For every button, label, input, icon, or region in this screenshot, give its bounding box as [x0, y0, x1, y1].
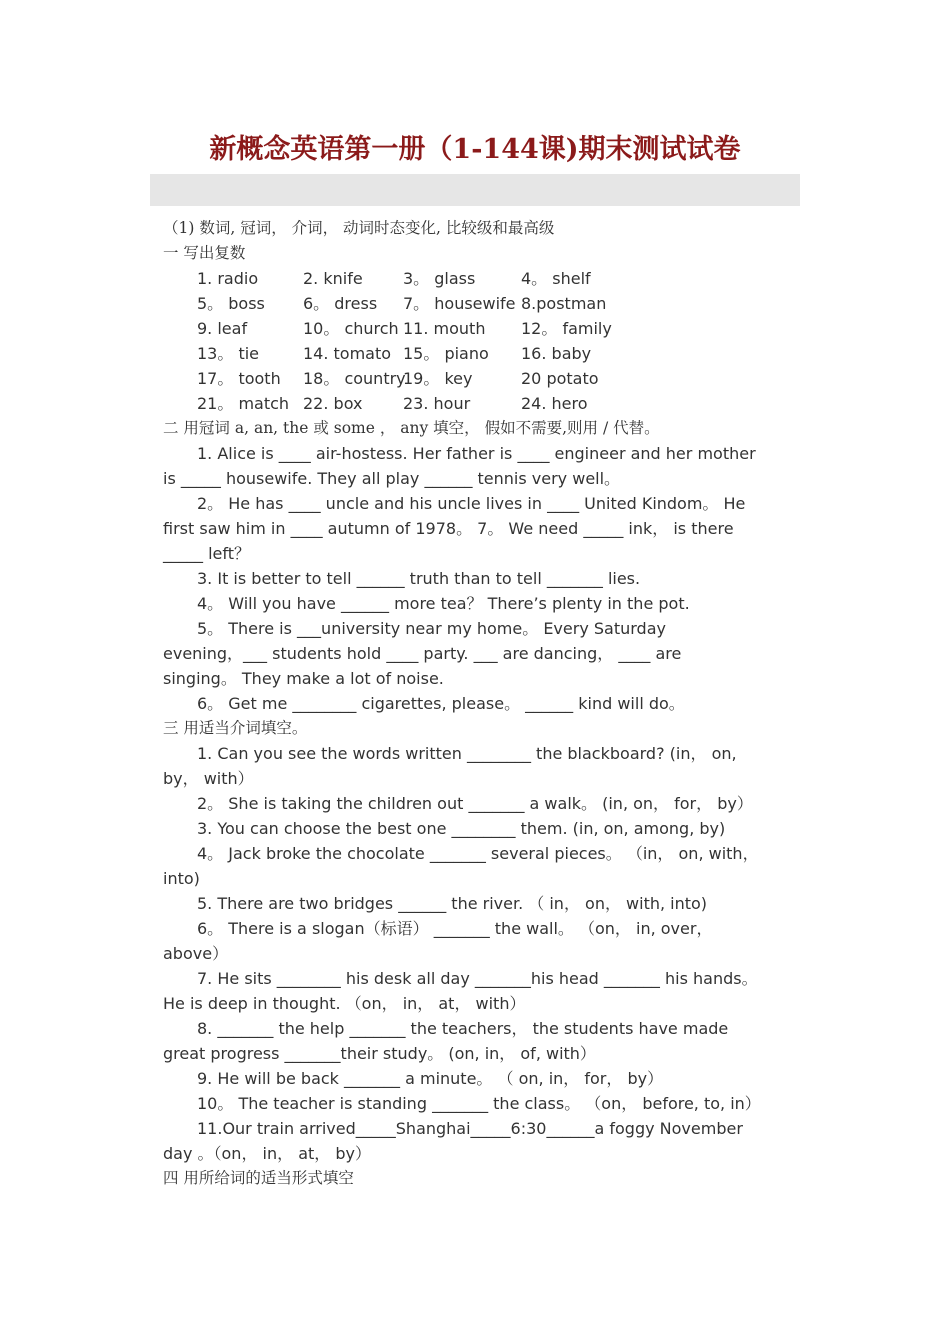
question-line: 5。 There is ___university near my home。 Every Saturday: [197, 619, 666, 638]
plural-row: [163, 266, 787, 291]
question-line: 4。 Will you have ______ more tea？ There’s plenty in the pot.: [197, 594, 690, 613]
question-line: by， with）: [163, 769, 254, 788]
question-line: 10。 The teacher is standing _______ the class。 （on， before, to, in）: [197, 1094, 761, 1113]
question-line: 7. He sits ________ his desk all day _______his head _______ his hands。: [197, 969, 758, 988]
question-line: above）: [163, 944, 229, 963]
plural-item: 6。 dress: [303, 294, 378, 313]
question-line: 4。 Jack broke the chocolate _______ several pieces。 （in， on, with，: [197, 844, 759, 863]
question-line: into): [163, 869, 200, 888]
plural-item: 15。 piano: [403, 344, 489, 363]
section-4-heading: 四 用所给词的适当形式填空: [163, 1169, 354, 1187]
question-line: 6。 Get me ________ cigarettes, please。 ______ kind will do。: [197, 694, 685, 713]
section-1-heading: 一 写出复数: [163, 244, 246, 262]
question-line: 8. _______ the help _______ the teachers， the students have made: [197, 1019, 729, 1038]
question-line: 11.Our train arrived_____Shanghai_____6:30______a foggy November: [197, 1119, 743, 1138]
question-line: 3. You can choose the best one ________ them. (in, on, among, by): [197, 819, 726, 838]
question-line: _____ left？: [163, 544, 251, 563]
plural-item: 3。 glass: [403, 269, 476, 288]
plural-item: 22. box: [303, 394, 363, 413]
plural-item: 11. mouth: [403, 319, 486, 338]
question-line: day 。（on， in， at， by）: [163, 1144, 371, 1163]
question-line: 1. Can you see the words written ________ the blackboard? (in， on,: [197, 744, 737, 763]
plural-row: [163, 291, 787, 316]
page-title: 新概念英语第一册（1-144课)期末测试试卷: [209, 134, 741, 165]
question-line: great progress _______their study。 (on, in， of, with）: [163, 1044, 596, 1063]
plural-item: 10。 church: [303, 319, 399, 338]
question-line: 6。 There is a slogan（标语） _______ the wall。 （on， in, over，: [197, 919, 713, 938]
preposition-questions: [163, 741, 787, 1166]
plural-row: [163, 366, 787, 391]
question-line: 9. He will be back _______ a minute。 （ on, in， for， by）: [197, 1069, 664, 1088]
plural-item: 14. tomato: [303, 344, 392, 363]
plural-item: 20 potato: [521, 369, 599, 388]
question-line: He is deep in thought. （on， in， at， with）: [163, 994, 526, 1013]
question-line: singing。 They make a lot of noise.: [163, 669, 444, 688]
plural-item: 24. hero: [521, 394, 588, 413]
section-3-heading: 三 用适当介词填空。: [163, 719, 308, 737]
plural-item: 4。 shelf: [521, 269, 591, 288]
plural-item: 19。 key: [403, 369, 473, 388]
question-line: 3. It is better to tell ______ truth than to tell _______ lies.: [197, 569, 641, 588]
plural-item: 8.postman: [521, 294, 607, 313]
question-line: is _____ housewife. They all play ______ tennis very well。: [163, 469, 621, 488]
question-line: 2。 He has ____ uncle and his uncle lives in ____ United Kindom。 He: [197, 494, 746, 513]
plural-item: 13。 tie: [197, 344, 260, 363]
question-line: 1. Alice is ____ air-hostess. Her father is ____ engineer and her mother: [197, 444, 756, 463]
plural-item: 23. hour: [403, 394, 471, 413]
plural-item: 7。 housewife: [403, 294, 516, 313]
plural-item: 2. knife: [303, 269, 363, 288]
question-line: evening，___ students hold ____ party. ___ are dancing， ____ are: [163, 644, 682, 663]
question-line: 5. There are two bridges ______ the river. （ in， on， with, into): [197, 894, 708, 913]
plural-word-list: [163, 266, 787, 416]
plural-item: 18。 country: [303, 369, 406, 388]
exam-content: [163, 216, 787, 1191]
article-questions: [163, 441, 787, 716]
question-line: first saw him in ____ autumn of 1978。 7。 We need _____ ink， is there: [163, 519, 734, 538]
plural-row: [163, 341, 787, 366]
plural-item: 5。 boss: [197, 294, 265, 313]
plural-row: [163, 391, 787, 416]
plural-item: 12。 family: [521, 319, 612, 338]
plural-item: 9. leaf: [197, 319, 248, 338]
plural-row: [163, 316, 787, 341]
question-line: 2。 She is taking the children out _______ a walk。 (in, on， for， by）: [197, 794, 753, 813]
plural-item: 21。 match: [197, 394, 290, 413]
header-bar: [150, 174, 800, 206]
intro-line: （1) 数词, 冠词， 介词， 动词时态变化, 比较级和最高级: [163, 219, 555, 237]
plural-item: 1. radio: [197, 269, 259, 288]
plural-item: 17。 tooth: [197, 369, 281, 388]
plural-item: 16. baby: [521, 344, 592, 363]
section-2-heading: 二 用冠词 a, an, the 或 some ， any 填空， 假如不需要,则用 / 代替。: [163, 419, 660, 437]
